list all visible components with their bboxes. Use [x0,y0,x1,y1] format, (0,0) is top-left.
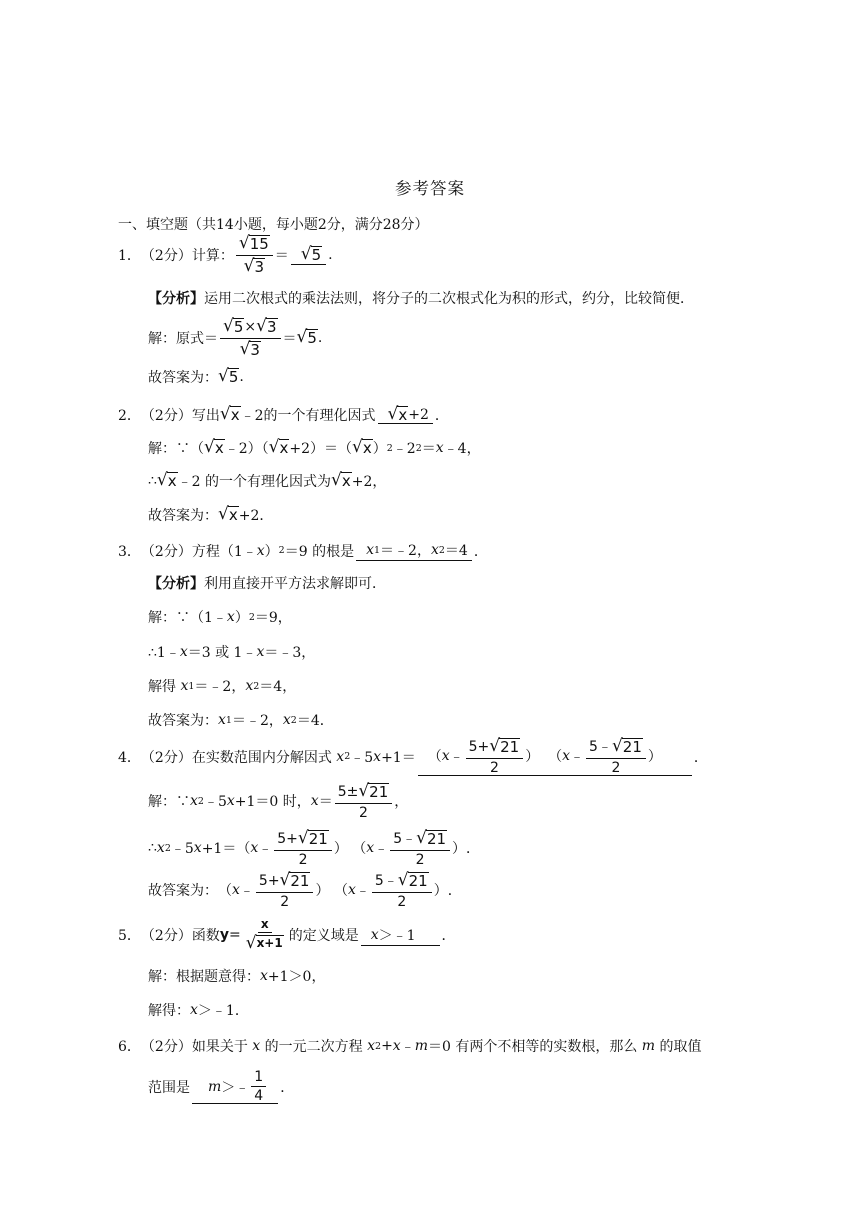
solution-4-line-2: ∴ x 2 ﹣5 x +1＝ （ x ﹣ 5+ √ 21 2 ） （ x ﹣ 5﹣ √ 21 2 ） ． [148,828,481,868]
solution-5-line-1: 解：根据题意得： x +1＞0， [148,968,326,985]
question-3: 3． （2分） 方程（1﹣ x ） 2 ＝9 的根是 x 1 ＝﹣2， x 2 ＝4 ． [118,542,488,560]
fraction: √ 15 √ 3 [236,235,273,276]
solution-1: 解：原式＝ √ 5 × √ 3 √ 3 ＝ √ 5 . [148,316,323,359]
answer-blank: √ x +2 [378,406,433,425]
section-heading: 一、填空题（共14小题，每小题2分，满分28分） [118,217,429,233]
solution-2-line-2: ∴ √ x ﹣2 的一个有理化因式为 √ x +2， [148,470,387,491]
answer-blank: x 1 ＝﹣2， x 2 ＝4 [356,540,472,561]
page-title: 参考答案 [395,179,465,198]
solution-2: 解：∵（ √ x ﹣2）（ √ x +2）＝（ √ x ） 2 ﹣2 2 ＝ x ﹣4， [148,437,481,458]
question-5: 5． （2分） 函数 y = x √ x+1 的定义域是 x ＞﹣1 ． [118,917,456,953]
answer-blank: x ＞﹣1 [361,925,440,946]
solution-4-line-1: 解：∵ x 2 ﹣5 x +1＝0 时， x ＝ 5± √ 21 2 ， [148,781,409,821]
question-4: 4． （2分） 在实数范围内分解因式 x 2 ﹣5 x +1＝ （ x ﹣ 5+ √ 21 2 ） （ x ﹣ 5﹣ √ 21 2 ） ． [118,736,708,776]
solution-3-line-3: 解得 x 1 ＝﹣2， x 2 ＝4， [148,678,297,695]
solution-3-line-2: ∴1﹣ x ＝3 或 1﹣ x ＝﹣3， [148,644,316,661]
question-1: 1． （2分） 计算： √ 15 √ 3 ＝ √ 5 . [118,233,333,276]
final-answer-4: 故答案为： （ x ﹣ 5+ √ 21 2 ） （ x ﹣ 5﹣ √ 21 2 ） ． [148,870,462,910]
question-6-line-2: 范围是 m ＞﹣ $\frac{1}{4}$ ． [148,1069,295,1104]
analysis-1: 【分析】 运用二次根式的乘法法则，将分子的二次根式化为积的形式，约分，比较简便． [148,291,694,307]
solution-3-line-1: 解：∵（1﹣ x ） 2 ＝9， [148,609,292,626]
answer-blank: m ＞﹣ $\frac{1}{4}$ [192,1070,278,1104]
answer-blank: （ x ﹣ 5+ √ 21 2 ） （ x ﹣ 5﹣ √ 21 2 ） [418,738,692,776]
analysis-3: 【分析】 利用直接开平方法求解即可． [148,576,386,592]
question-6: 6． （2分） 如果关于 x 的一元二次方程 x 2 + x ﹣ m ＝0 有两个不相等的实数根，那么 m 的取值 [118,1038,702,1055]
final-answer-1: 故答案为： √ 5 . [148,366,244,387]
question-2: 2． （2分） 写出 √ x ﹣2 的一个有理化因式 √ x +2 ． [118,403,449,425]
final-answer-3: 故答案为： x 1 ＝﹣2， x 2 ＝4． [148,712,334,729]
answer-blank: √ 5 [291,246,326,265]
final-answer-2: 故答案为： √ x +2． [148,504,274,525]
solution-5-line-2: 解得： x ＞﹣1． [148,1002,249,1019]
